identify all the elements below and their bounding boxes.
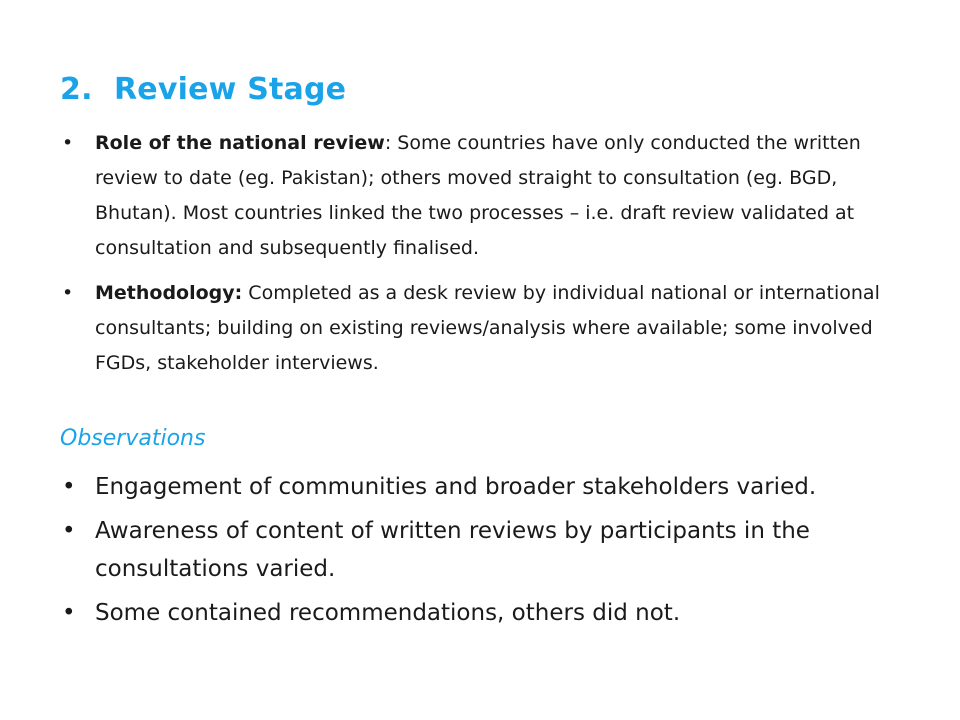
bullet-dot-icon: • — [62, 282, 74, 304]
observation-item — [62, 594, 922, 632]
section-heading — [60, 72, 346, 107]
bullet-dot-icon: • — [62, 474, 76, 500]
observation-item — [62, 512, 922, 588]
observation-text: Some contained recommendations, others did not. — [95, 600, 681, 626]
observations-heading: Observations — [60, 426, 206, 451]
observation-item — [62, 468, 922, 506]
observations-list — [62, 468, 922, 638]
observation-text: Awareness of content of written reviews by participants in the consultations varied. — [95, 518, 810, 582]
bullet-dot-icon: • — [62, 132, 74, 154]
bullet-methodology — [62, 276, 902, 381]
section-title: Review Stage — [114, 72, 347, 107]
observation-text: Engagement of communities and broader stakeholders varied. — [95, 474, 817, 500]
bullet-text: Some countries have only conducted the written review to date (eg. Pakistan); others moved straight to consultation (eg. BGD, Bhutan). Most countries linked the two processes – i.e. draft review validated at consultation and subsequently finalised. — [95, 132, 861, 259]
bullet-dot-icon: • — [62, 518, 76, 544]
review-bullet-list — [62, 126, 902, 391]
bullet-separator: : — [384, 132, 392, 154]
bullet-lead: Role of the national review — [95, 132, 385, 154]
bullet-lead: Methodology: — [95, 282, 243, 304]
bullet-text: Completed as a desk review by individual national or international consultants; building on existing reviews/analysis where available; some involved FGDs, stakeholder interviews. — [95, 282, 880, 374]
bullet-dot-icon: • — [62, 600, 76, 626]
bullet-role-of-national-review — [62, 126, 902, 266]
section-number: 2. — [60, 72, 93, 107]
